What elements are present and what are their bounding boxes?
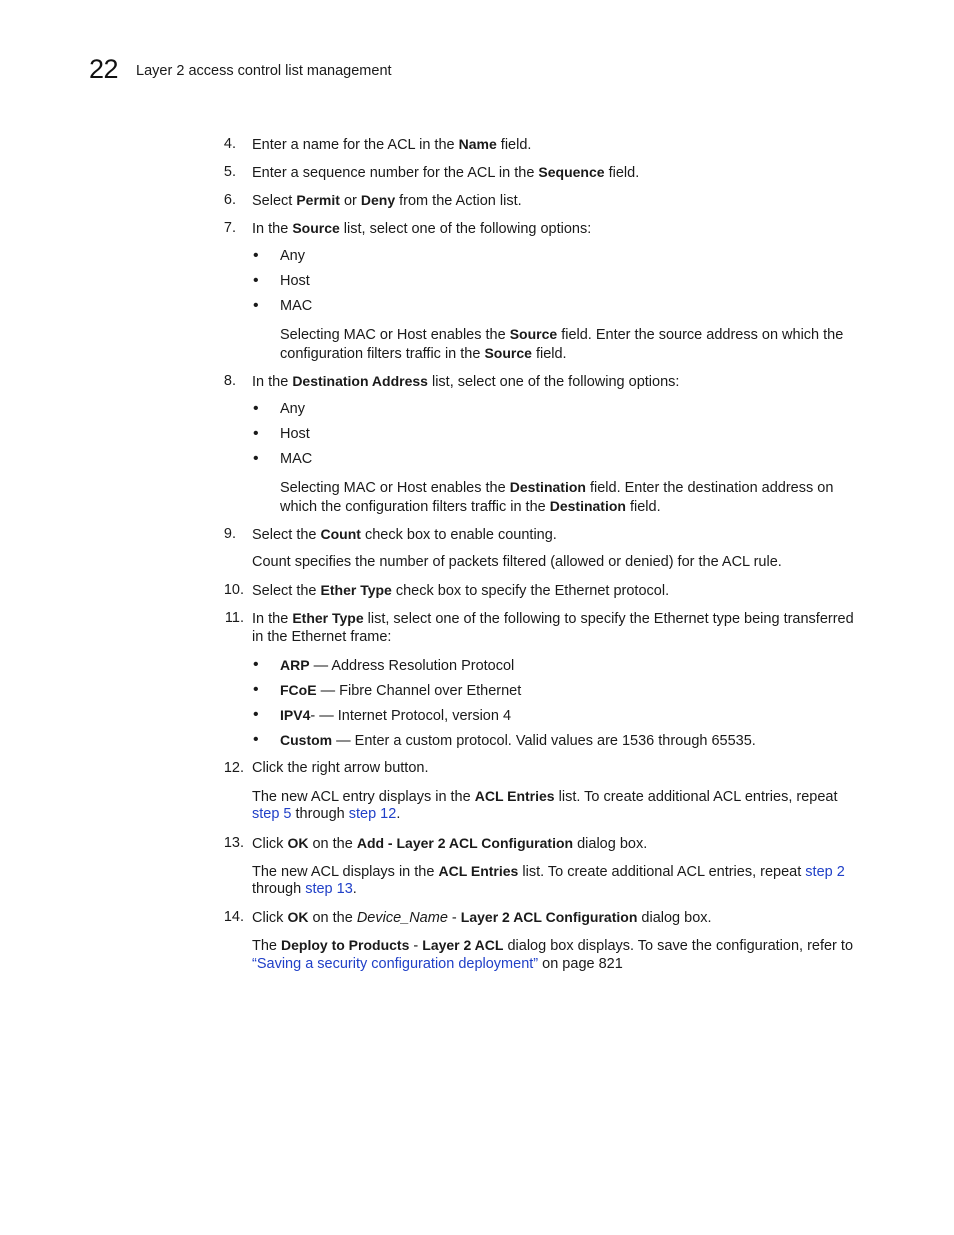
note-line [252,787,838,807]
option-text: MAC [280,451,313,467]
ui-term: ARP [280,657,310,673]
option-text [280,731,756,751]
text: . [352,881,357,897]
ui-term: ACL Entries [438,863,519,879]
text: — Address Resolution Protocol [309,658,515,674]
text: field. Enter the destination address on [585,480,834,496]
step-number: 9. [223,526,236,542]
ui-term: Layer 2 ACL Configuration [460,909,638,925]
step-number: 5. [223,164,236,180]
text: Click [252,910,288,926]
text: field. [531,346,567,362]
step-text [252,191,522,211]
option-text: MAC [280,298,313,314]
option-text: Any [280,401,305,417]
step-number: 12. [223,760,244,776]
chapter-title: Layer 2 access control list management [136,63,392,79]
page-header [89,54,392,84]
text: list, select one of the following options: [427,374,680,390]
ui-term: FCoE [280,682,317,698]
bullet-icon: • [253,681,259,698]
text: - [409,938,423,954]
text: through [252,881,306,897]
chapter-number: 22 [89,54,119,84]
ui-term: IPV4 [280,707,311,723]
ui-term: Destination Address [292,373,428,389]
step-number: 11. [224,610,244,626]
note-line [280,497,661,517]
ui-term: Name [458,136,497,152]
bullet-icon: • [253,656,259,673]
text: The [252,938,282,954]
step-text [252,609,854,629]
option-text: Any [280,248,305,264]
bullet-icon: • [253,706,259,723]
note-line: Count specifies the number of packets filtered (allowed or denied) for the ACL rule. [252,554,782,570]
ui-term: Deny [360,192,396,208]
ui-term: Add - Layer 2 ACL Configuration [356,835,574,851]
bullet-icon: • [253,297,259,314]
note-line [252,862,845,882]
ui-term: Source [509,326,558,342]
step-number: 6. [223,192,236,208]
ui-term: OK [287,909,309,925]
step-number: 4. [223,136,236,152]
text: on the [308,910,357,926]
text: dialog box. [637,910,712,926]
ui-term: Custom [280,732,333,748]
bullet-icon: • [253,731,259,748]
text: The new ACL entry displays in the [252,789,475,805]
step-number: 13. [223,835,244,851]
text: on page 821 [538,956,623,972]
text: list, select one of the following to specify the Ethernet type being transferred [363,611,854,627]
step-text [252,834,647,854]
text: field. [625,499,661,515]
step-number: 14. [223,909,244,925]
text: — Fibre Channel over Ethernet [316,683,522,699]
ui-term: Source [292,220,340,236]
step-text [252,525,557,545]
bullet-icon: • [253,425,259,442]
text: which the configuration filters traffic in the [280,499,550,515]
text: dialog box displays. To save the configuration, refer to [503,938,854,954]
ui-term: Count [320,526,361,542]
placeholder-term: Device_Name [356,910,448,926]
text: from the Action list. [395,193,522,209]
ui-term: Layer 2 ACL [422,937,504,953]
text: - — Internet Protocol, version 4 [310,708,512,724]
text: on the [308,836,357,852]
text: Selecting MAC or Host enables the [280,327,510,343]
step-number: 8. [223,373,236,389]
step-text [252,135,531,155]
text: check box to specify the Ethernet protocol. [391,583,670,599]
text: configuration filters traffic in the [280,346,485,362]
step-text [252,581,669,601]
option-text: Host [280,426,310,442]
note-line [252,880,357,899]
text: list. To create additional ACL entries, repeat [554,789,838,805]
ui-term: Permit [296,192,340,208]
text: Enter a name for the ACL in the [252,137,459,153]
ui-term: Destination [549,498,626,514]
ui-term: Deploy to Products [281,937,410,953]
text: Select [252,193,297,209]
text: - [447,910,461,926]
note-line [252,805,400,824]
text: In the [252,374,293,390]
saving-deployment-link[interactable]: “Saving a security configuration deployment” [252,956,539,972]
text: Select the [252,583,321,599]
step-text [252,219,591,239]
bullet-icon: • [253,272,259,289]
text: In the [252,611,293,627]
text: In the [252,221,293,237]
text: field. [604,165,640,181]
step-text [252,163,639,183]
step-2-link[interactable]: step 2 [805,864,845,880]
text: field. [496,137,532,153]
step-5-link[interactable]: step 5 [252,806,292,822]
bullet-icon: • [253,450,259,467]
ui-term: Ether Type [320,582,392,598]
note-line [280,344,567,364]
ui-term: ACL Entries [474,788,555,804]
note-line [280,478,833,498]
ui-term: Sequence [538,164,605,180]
note-line [252,955,623,974]
step-number: 7. [223,220,236,236]
option-text [280,656,514,676]
text: dialog box. [573,836,648,852]
step-text: Click the right arrow button. [252,760,429,776]
option-text: Host [280,273,310,289]
text: Select the [252,527,321,543]
text: list. To create additional ACL entries, repeat [518,864,806,880]
ui-term: Source [484,345,532,361]
note-line [252,936,853,956]
bullet-icon: • [253,247,259,264]
step-12-link[interactable]: step 12 [348,806,397,822]
text: through [291,806,349,822]
step-text [252,372,679,392]
bullet-icon: • [253,400,259,417]
text: — Enter a custom protocol. Valid values are 1536 through 65535. [332,733,756,749]
ui-term: Ether Type [292,610,364,626]
option-text [280,706,511,726]
text: . [396,806,401,822]
text: or [339,193,361,209]
step-text-continued: in the Ethernet frame: [252,629,392,645]
step-number: 10. [223,582,244,598]
text: field. Enter the source address on which the [557,327,844,343]
text: list, select one of the following options: [339,221,592,237]
ui-term: Destination [509,479,586,495]
text: The new ACL displays in the [252,864,439,880]
step-text [252,908,712,928]
text: Selecting MAC or Host enables the [280,480,510,496]
text: check box to enable counting. [360,527,557,543]
note-line [280,325,843,345]
ui-term: OK [287,835,309,851]
text: Enter a sequence number for the ACL in the [252,165,539,181]
option-text [280,681,521,701]
step-13-link[interactable]: step 13 [305,881,353,897]
text: Click [252,836,288,852]
